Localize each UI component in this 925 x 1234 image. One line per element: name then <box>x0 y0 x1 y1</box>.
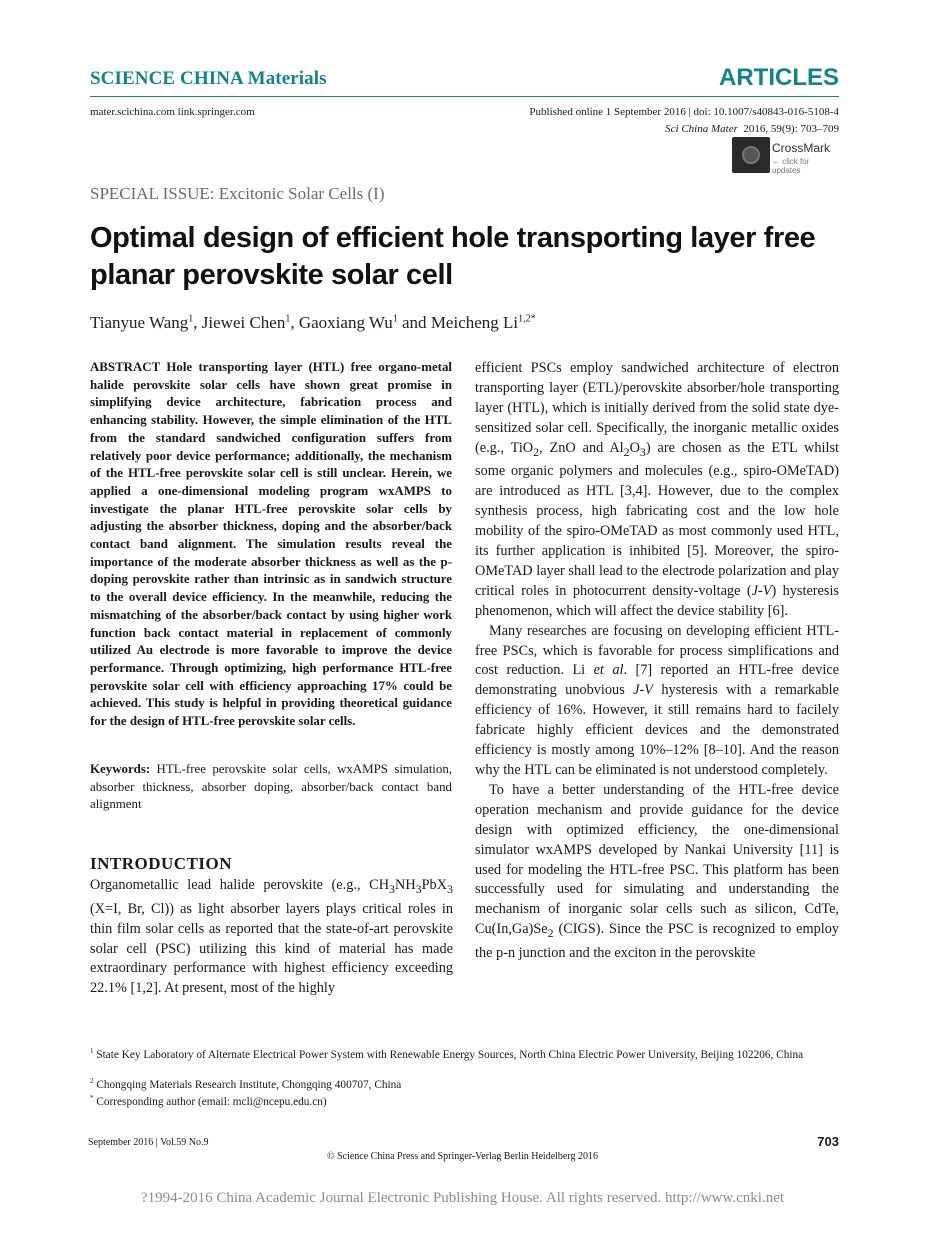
body-paragraph: efficient PSCs employ sandwiched architecture of electron transporting layer (ETL)/perovskite absorber/hole transporting layer (HTL), which is initially derived from the solid state dye-sensitized solar cell. Specifically, the inorganic metallic oxides (e.g., TiO$_2$, ZnO and $Al_2O_3$) are chosen as the ETL whilst some organic polymers and molecules (e.g., spiro-OMeTAD) are introduced as HTL [3,4]. However, due to the complex synthesis process, high fabricating cost and the low hole mobility of the spiro-OMeTAD as most commonly used HTL, its further application is inhibited [5]. Moreover, the spiro-OMeTAD layer shall lead to the electrode polarization and play critical roles in photocurrent density-voltage (J-V) hysteresis phenomenon, which will affect the device stability [6]. <box>475 360 839 619</box>
citation-journal: Sci China Mater <box>665 123 738 135</box>
publication-info: Published online 1 September 2016 | doi: 10.1007/s40843-016-5108-4 <box>529 106 839 118</box>
author-name: Tianyue Wang <box>90 313 189 332</box>
copyright: © Science China Press and Springer-Verlag Berlin Heidelberg 2016 <box>326 1151 599 1162</box>
author-name: Gaoxiang Wu <box>298 313 393 332</box>
crossmark-badge[interactable] <box>732 137 840 173</box>
journal-name: SCIENCE CHINA Materials <box>90 68 327 89</box>
crossmark-sub: ← click for updates <box>772 157 810 175</box>
section-label: ARTICLES <box>719 64 839 91</box>
arrow-left-icon: ← <box>772 157 780 166</box>
watermark: ?1994-2016 China Academic Journal Electronic Publishing House. All rights reserved. http://www.cnki.net <box>140 1190 785 1206</box>
special-issue-label: SPECIAL ISSUE: Excitonic Solar Cells (I) <box>90 184 385 203</box>
issue-info: September 2016 | Vol.59 No.9 <box>88 1137 209 1148</box>
author-name: Jiewei Chen <box>201 313 286 332</box>
footnote-corresponding: * Corresponding author (email: mcli@ncepu.edu.cn) <box>90 1094 327 1108</box>
crossmark-title: CrossMark <box>772 141 831 155</box>
abstract: ABSTRACT Hole transporting layer (HTL) free organo-metal halide perovskite solar cells have shown great promise in simplifying device architecture, fabrication process and enhancing stability. However, the simple elimination of the HTL from the standard sandwiched configuration suffers from relatively poor device performance; additionally, the mechanism of the HTL-free perovskite solar cell is still unclear. Herein, we applied a one-dimensional modeling program wxAMPS to investigate the planar HTL-free perovskite solar cells by adjusting the absorber thickness, doping and the absorber/back contact band alignment. The simulation results reveal the importance of the moderate absorber thickness as well as the p-doping perovskite rather than intrinsic as in sandwich structure to the overall device efficiency. In the meanwhile, reducing the mismatching of the absorber/back contact by using higher work function back contact material in replacement of commonly utilized Au electrode is more favorable to improve the device performance. Through optimizing, high performance HTL-free perovskite solar cell with efficiency approaching 17% could be achieved. This study is helpful in providing theoretical guidance for the design of HTL-free perovskite solar cells. <box>90 360 452 729</box>
body-right-column <box>475 359 839 964</box>
body-paragraph: To have a better understanding of the HTL-free device operation mechanism and provide guidance for the device design with optimized efficiency, the one-dimensional simulator wxAMPS developed by Nankai University [11] is used for modeling the HTL-free PSC. This platform has been successfully used for simulating and understanding the mechanism of inorganic solar cells such as silicon, CdTe, $Cu(In,Ga)Se_2$ (CIGS). Since the PSC is recognized to employ the p-n junction and the exciton in the perovskite <box>475 781 839 961</box>
body-paragraph: Many researches are focusing on developing efficient HTL-free PSCs, which is favorable for process simplifications and cost reduction. Li et al. [7] reported an HTL-free device demonstrating unobvious J-V hysteresis with a remarkable efficiency of 16%. However, it still remains hard to facilely fabricate highly efficient devices and the demonstrated efficiency is mostly among 10%–12% [8–10]. And the reason why the HTL can be eliminated is not understood completely. <box>475 622 840 778</box>
section-heading-introduction: INTRODUCTION <box>90 854 233 873</box>
page-number: 703 <box>817 1134 839 1149</box>
footnote-affiliation-1: $^1$ State Key Laboratory of Alternate Electrical Power System with Renewable Energy Sources, North China Electric Power University, Beijing 102206, China <box>90 1047 804 1061</box>
citation-volume: 2016, 59(9): 703–709 <box>743 123 839 135</box>
journal-sites[interactable]: mater.scichina.com link.springer.com <box>90 106 255 118</box>
crossmark-icon <box>732 137 770 173</box>
citation-info <box>665 123 839 135</box>
article-title: Optimal design of efficient hole transporting layer free planar perovskite solar cell <box>90 222 816 291</box>
footnote-affiliation-2: $^2$ Chongqing Materials Research Institute, Chongqing 400707, China <box>90 1077 402 1091</box>
author-name: Meicheng Li <box>430 313 519 332</box>
header-rule <box>90 96 839 97</box>
introduction-paragraph: Organometallic lead halide perovskite (e.g., $CH_3NH_3PbX_3$ (X=I, Br, Cl)) as light absorber layers plays critical roles in thin film solar cells as reported that the state-of-art perovskite solar cell (PSC) utilizing this kind of material has made extraordinary performance with highest efficiency exceeding 22.1% [1,2]. At present, most of the highly <box>90 877 453 997</box>
keywords: Keywords: HTL-free perovskite solar cells, wxAMPS simulation, absorber thickness, absorber doping, absorber/back contact band alignment <box>90 762 452 812</box>
author-list: Tianyue Wang$^1$, Jiewei Chen$^1$, Gaoxiang Wu$^1$ and Meicheng $Li^{1,2*}$ <box>90 313 536 332</box>
